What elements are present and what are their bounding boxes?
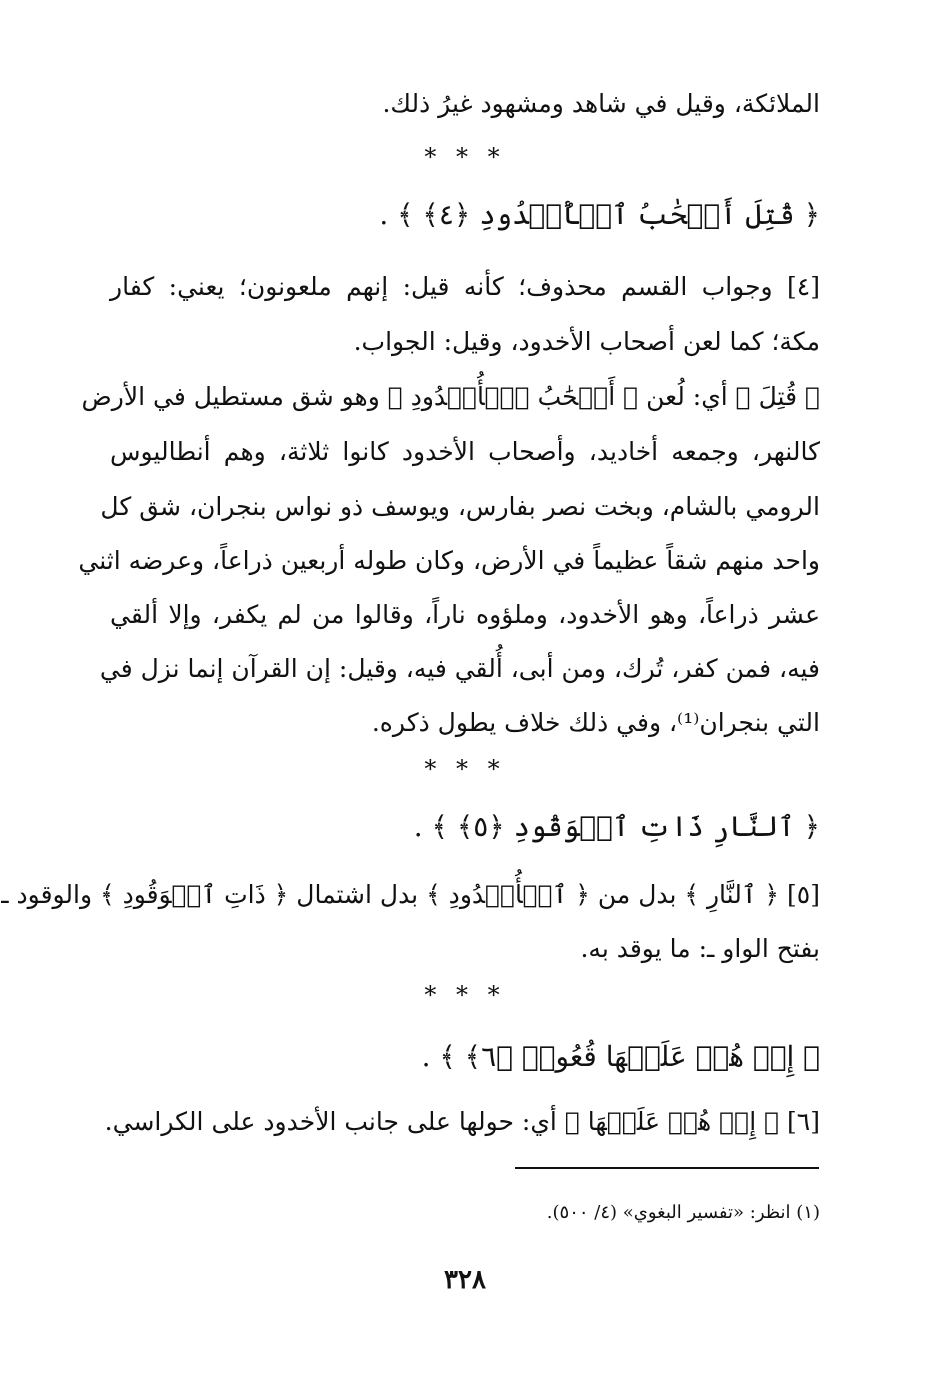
separator-3: * * * (424, 981, 506, 1009)
footnote-divider (515, 1167, 819, 1169)
page-number: ٣٢٨ (444, 1265, 486, 1295)
commentary-line-6: فيه، فمن كفر، تُرك، ومن أبى، أُلقي فيه، وقيل: إن القرآن إنما نزل في (99, 654, 820, 683)
note-5-line-1: [٥] ﴿ ٱلنَّارِ ﴾ بدل من ﴿ ٱلۡأُخۡدُودِ ﴾ بدل اشتمال ﴿ ذَاتِ ٱلۡوَقُودِ ﴾ والوقود ـ (1, 880, 820, 909)
commentary-line-7: التي بنجران⁽¹⁾، وفي ذلك خلاف يطول ذكره. (371, 708, 820, 737)
note-6: [٦] ﴿ إِذۡ هُمۡ عَلَيۡهَا ﴾ أي: حولها على جانب الأخدود على الكراسي. (104, 1107, 820, 1136)
note-4-line-2: مكة؛ كما لعن أصحاب الأخدود، وقيل: الجواب. (353, 327, 820, 356)
footnote: (١) انظر: «تفسير البغوي» (٤/ ٥٠٠). (546, 1202, 820, 1223)
verse-6: ﴿ إِذۡ هُمۡ عَلَيۡهَا قُعُودٞ ﴿٦﴾ ﴾ . (421, 1040, 820, 1073)
note-5-line-2: بفتح الواو ـ: ما يوقد به. (580, 934, 820, 963)
note-4-line-1: [٤] وجواب القسم محذوف؛ كأنه قيل: إنهم ملعونون؛ يعني: كفار (110, 272, 820, 301)
paragraph-top: الملائكة، وقيل في شاهد ومشهود غيرُ ذلك. (382, 89, 820, 118)
commentary-line-2: كالنهر، وجمعه أخاديد، وأصحاب الأخدود كانوا ثلاثة، وهم أنطاليوس (110, 437, 820, 466)
commentary-line-1: ﴿ قُتِلَ ﴾ أي: لُعن ﴿ أَصۡحَٰبُ ٱلۡأُخۡدُودِ ﴾ وهو شق مستطيل في الأرض (81, 382, 820, 411)
commentary-line-5: عشر ذراعاً، وهو الأخدود، وملؤوه ناراً، وقالوا من لم يكفر، وإلا ألقي (110, 600, 820, 629)
commentary-line-4: واحد منهم شقاً عظيماً في الأرض، وكان طوله أربعين ذراعاً، وعرضه اثني (78, 546, 820, 575)
separator-1: * * * (424, 143, 506, 171)
verse-5: ﴿ ٱلنَّارِ ذَاتِ ٱلۡوَقُودِ ﴿٥﴾ ﴾ . (413, 810, 820, 843)
commentary-line-3: الرومي بالشام، وبخت نصر بفارس، ويوسف ذو نواس بنجران، شق كل (100, 492, 820, 521)
separator-2: * * * (424, 755, 506, 783)
verse-4: ﴿ قُتِلَ أَصۡحَٰبُ ٱلۡأُخۡدُودِ ﴿٤﴾ ﴾ . (379, 198, 820, 231)
